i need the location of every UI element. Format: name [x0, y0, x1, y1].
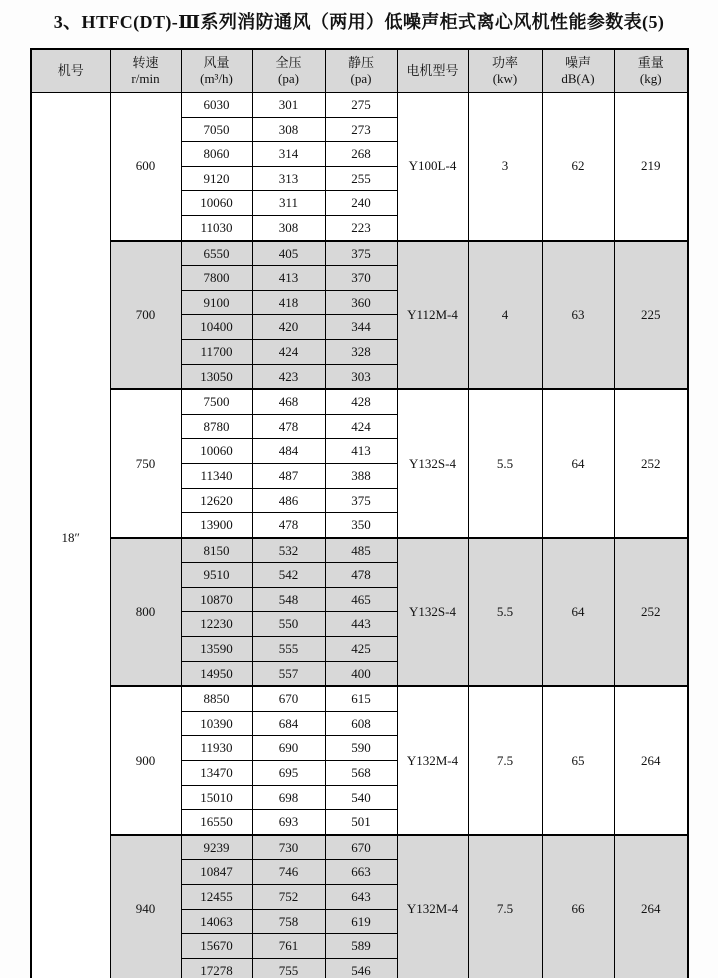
total-pressure-cell: 755	[252, 958, 325, 978]
total-pressure-cell: 478	[252, 414, 325, 439]
total-pressure-cell: 478	[252, 513, 325, 538]
airflow-cell: 9510	[181, 563, 252, 588]
page-title: 3、HTFC(DT)-Ⅲ系列消防通风（两用）低噪声柜式离心风机性能参数表(5)	[53, 12, 665, 32]
noise-cell: 64	[542, 538, 614, 687]
airflow-cell: 9239	[181, 835, 252, 860]
table-body	[31, 93, 688, 978]
power-cell: 7.5	[468, 835, 542, 978]
power-cell: 5.5	[468, 538, 542, 687]
static-pressure-cell: 590	[325, 736, 397, 761]
noise-cell: 64	[542, 389, 614, 538]
static-pressure-cell: 275	[325, 93, 397, 118]
data-row	[31, 538, 688, 563]
total-pressure-cell: 486	[252, 488, 325, 513]
airflow-cell: 10847	[181, 860, 252, 885]
total-pressure-cell: 423	[252, 364, 325, 389]
airflow-cell: 11700	[181, 339, 252, 364]
speed-cell: 940	[110, 835, 181, 978]
col-header-label: 静压	[347, 55, 374, 71]
total-pressure-cell: 758	[252, 909, 325, 934]
static-pressure-cell: 663	[325, 860, 397, 885]
total-pressure-cell: 308	[252, 215, 325, 240]
col-header-unit: (pa)	[350, 71, 372, 86]
static-pressure-cell: 268	[325, 142, 397, 167]
static-pressure-cell: 478	[325, 563, 397, 588]
static-pressure-cell: 375	[325, 241, 397, 266]
total-pressure-cell: 695	[252, 761, 325, 786]
static-pressure-cell: 568	[325, 761, 397, 786]
static-pressure-cell: 424	[325, 414, 397, 439]
col-header-label: 机号	[57, 63, 84, 79]
col-header-label: 重量	[637, 55, 664, 71]
airflow-cell: 7500	[181, 389, 252, 414]
col-header-total-pressure	[252, 49, 325, 93]
static-pressure-cell: 670	[325, 835, 397, 860]
airflow-cell: 12455	[181, 885, 252, 910]
total-pressure-cell: 484	[252, 439, 325, 464]
static-pressure-cell: 608	[325, 711, 397, 736]
power-cell: 3	[468, 93, 542, 241]
col-header-unit: dB(A)	[561, 71, 595, 86]
static-pressure-cell: 443	[325, 612, 397, 637]
static-pressure-cell: 540	[325, 785, 397, 810]
airflow-cell: 15010	[181, 785, 252, 810]
weight-cell: 252	[614, 538, 688, 687]
total-pressure-cell: 308	[252, 117, 325, 142]
static-pressure-cell: 400	[325, 661, 397, 686]
airflow-cell: 11030	[181, 215, 252, 240]
noise-cell: 65	[542, 686, 614, 835]
total-pressure-cell: 413	[252, 266, 325, 291]
total-pressure-cell: 487	[252, 463, 325, 488]
airflow-cell: 12230	[181, 612, 252, 637]
noise-cell: 66	[542, 835, 614, 978]
static-pressure-cell: 485	[325, 538, 397, 563]
weight-cell: 219	[614, 93, 688, 241]
total-pressure-cell: 690	[252, 736, 325, 761]
airflow-cell: 8150	[181, 538, 252, 563]
static-pressure-cell: 370	[325, 266, 397, 291]
total-pressure-cell: 405	[252, 241, 325, 266]
airflow-cell: 14950	[181, 661, 252, 686]
total-pressure-cell: 698	[252, 785, 325, 810]
col-header-static-pressure	[325, 49, 397, 93]
airflow-cell: 15670	[181, 934, 252, 959]
total-pressure-cell: 550	[252, 612, 325, 637]
airflow-cell: 9100	[181, 290, 252, 315]
power-cell: 5.5	[468, 389, 542, 538]
airflow-cell: 9120	[181, 166, 252, 191]
total-pressure-cell: 557	[252, 661, 325, 686]
motor-model-cell: Y132S-4	[397, 538, 468, 687]
speed-cell: 600	[110, 93, 181, 241]
airflow-cell: 6030	[181, 93, 252, 118]
airflow-cell: 6550	[181, 241, 252, 266]
static-pressure-cell: 375	[325, 488, 397, 513]
total-pressure-cell: 301	[252, 93, 325, 118]
noise-cell: 63	[542, 241, 614, 390]
airflow-cell: 13900	[181, 513, 252, 538]
static-pressure-cell: 615	[325, 686, 397, 711]
airflow-cell: 13470	[181, 761, 252, 786]
weight-cell: 264	[614, 686, 688, 835]
col-header-machine	[31, 49, 110, 93]
col-header-weight	[614, 49, 688, 93]
airflow-cell: 10400	[181, 315, 252, 340]
speed-cell: 700	[110, 241, 181, 390]
motor-model-cell: Y132M-4	[397, 686, 468, 835]
col-header-label: 功率	[491, 55, 518, 71]
static-pressure-cell: 255	[325, 166, 397, 191]
airflow-cell: 8780	[181, 414, 252, 439]
col-header-label: 电机型号	[406, 63, 459, 79]
static-pressure-cell: 388	[325, 463, 397, 488]
airflow-cell: 10390	[181, 711, 252, 736]
motor-model-cell: Y132M-4	[397, 835, 468, 978]
col-header-noise	[542, 49, 614, 93]
total-pressure-cell: 670	[252, 686, 325, 711]
static-pressure-cell: 501	[325, 810, 397, 835]
total-pressure-cell: 548	[252, 587, 325, 612]
total-pressure-cell: 420	[252, 315, 325, 340]
noise-cell: 62	[542, 93, 614, 241]
total-pressure-cell: 314	[252, 142, 325, 167]
col-header-label: 全压	[275, 55, 302, 71]
airflow-cell: 17278	[181, 958, 252, 978]
static-pressure-cell: 223	[325, 215, 397, 240]
col-header-unit: (m³/h)	[200, 71, 233, 86]
total-pressure-cell: 468	[252, 389, 325, 414]
static-pressure-cell: 619	[325, 909, 397, 934]
machine-no-cell: 18″	[31, 93, 110, 978]
static-pressure-cell: 425	[325, 637, 397, 662]
airflow-cell: 16550	[181, 810, 252, 835]
motor-model-cell: Y100L-4	[397, 93, 468, 241]
power-cell: 7.5	[468, 686, 542, 835]
airflow-cell: 11340	[181, 463, 252, 488]
airflow-cell: 14063	[181, 909, 252, 934]
total-pressure-cell: 555	[252, 637, 325, 662]
static-pressure-cell: 240	[325, 191, 397, 216]
airflow-cell: 13050	[181, 364, 252, 389]
col-header-label: 噪声	[564, 55, 591, 71]
airflow-cell: 10060	[181, 191, 252, 216]
col-header-label: 转速	[132, 55, 159, 71]
airflow-cell: 7050	[181, 117, 252, 142]
data-row	[31, 93, 688, 118]
static-pressure-cell: 413	[325, 439, 397, 464]
total-pressure-cell: 730	[252, 835, 325, 860]
col-header-unit: (kw)	[492, 71, 518, 86]
total-pressure-cell: 542	[252, 563, 325, 588]
col-header-airflow	[181, 49, 252, 93]
col-header-speed	[110, 49, 181, 93]
weight-cell: 225	[614, 241, 688, 390]
static-pressure-cell: 428	[325, 389, 397, 414]
speed-cell: 750	[110, 389, 181, 538]
data-row	[31, 835, 688, 860]
total-pressure-cell: 752	[252, 885, 325, 910]
col-header-power	[468, 49, 542, 93]
static-pressure-cell: 465	[325, 587, 397, 612]
total-pressure-cell: 761	[252, 934, 325, 959]
weight-cell: 264	[614, 835, 688, 978]
header-row	[31, 49, 688, 93]
data-row	[31, 241, 688, 266]
total-pressure-cell: 418	[252, 290, 325, 315]
total-pressure-cell: 311	[252, 191, 325, 216]
col-header-label: 风量	[203, 55, 230, 71]
static-pressure-cell: 350	[325, 513, 397, 538]
power-cell: 4	[468, 241, 542, 390]
airflow-cell: 7800	[181, 266, 252, 291]
motor-model-cell: Y132S-4	[397, 389, 468, 538]
airflow-cell: 12620	[181, 488, 252, 513]
total-pressure-cell: 684	[252, 711, 325, 736]
total-pressure-cell: 532	[252, 538, 325, 563]
airflow-cell: 13590	[181, 637, 252, 662]
airflow-cell: 8060	[181, 142, 252, 167]
col-header-unit: r/min	[131, 71, 160, 86]
static-pressure-cell: 303	[325, 364, 397, 389]
motor-model-cell: Y112M-4	[397, 241, 468, 390]
fan-performance-table	[30, 48, 689, 978]
static-pressure-cell: 344	[325, 315, 397, 340]
static-pressure-cell: 589	[325, 934, 397, 959]
airflow-cell: 10870	[181, 587, 252, 612]
speed-cell: 800	[110, 538, 181, 687]
col-header-motor	[397, 49, 468, 93]
airflow-cell: 10060	[181, 439, 252, 464]
airflow-cell: 11930	[181, 736, 252, 761]
col-header-unit: (kg)	[639, 71, 662, 86]
col-header-unit: (pa)	[278, 71, 299, 86]
total-pressure-cell: 746	[252, 860, 325, 885]
static-pressure-cell: 643	[325, 885, 397, 910]
total-pressure-cell: 313	[252, 166, 325, 191]
data-row	[31, 686, 688, 711]
static-pressure-cell: 328	[325, 339, 397, 364]
total-pressure-cell: 693	[252, 810, 325, 835]
data-row	[31, 389, 688, 414]
total-pressure-cell: 424	[252, 339, 325, 364]
static-pressure-cell: 273	[325, 117, 397, 142]
static-pressure-cell: 360	[325, 290, 397, 315]
static-pressure-cell: 546	[325, 958, 397, 978]
airflow-cell: 8850	[181, 686, 252, 711]
weight-cell: 252	[614, 389, 688, 538]
speed-cell: 900	[110, 686, 181, 835]
